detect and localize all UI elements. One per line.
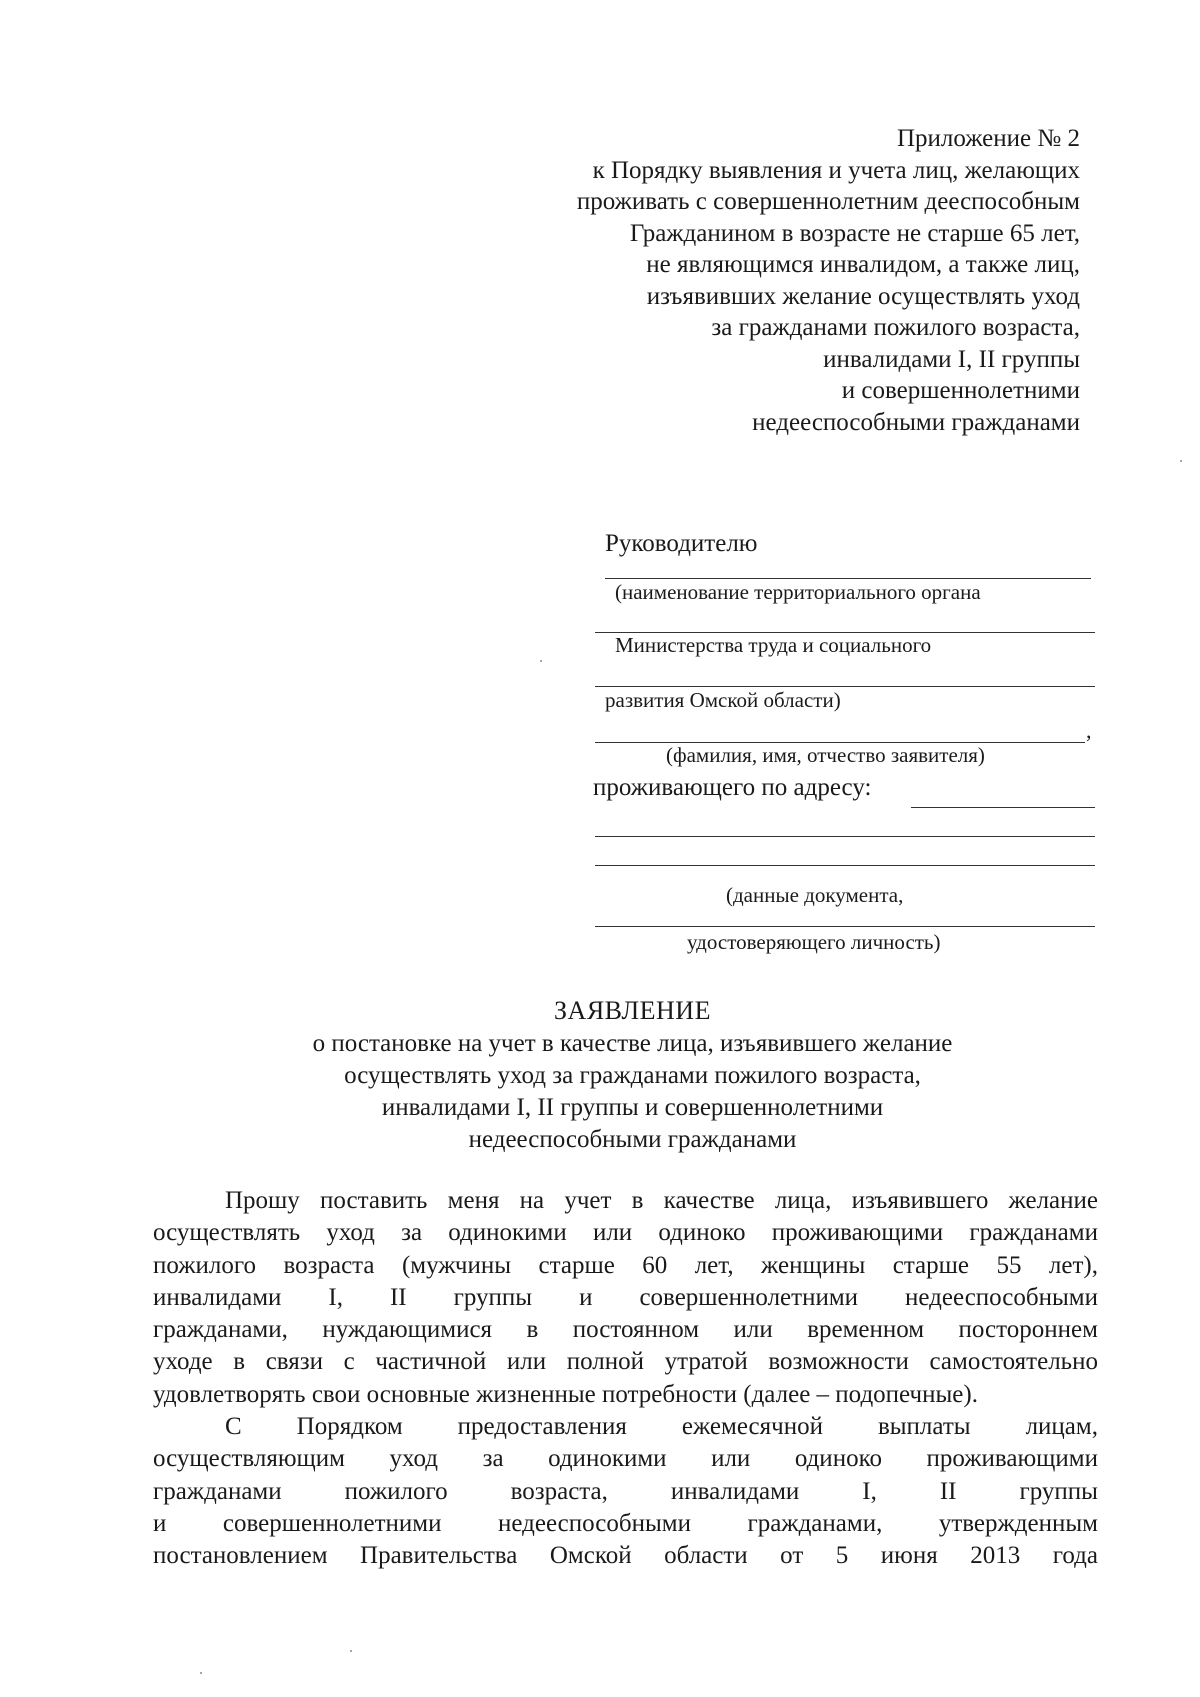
body-line <box>153 1443 1098 1475</box>
caption-applicant-name: (фамилия, имя, отчество заявителя) <box>666 743 985 767</box>
appendix-header <box>577 123 1080 438</box>
word: постановлением <box>153 1542 328 1570</box>
word: гражданами <box>153 1477 282 1505</box>
appendix-line: инвалидами I, II группы <box>823 345 1080 373</box>
residing-label: проживающего по адресу: <box>593 774 872 801</box>
appendix-line: Приложение № 2 <box>896 125 1080 152</box>
word: года <box>1052 1542 1098 1570</box>
body-line <box>153 1314 1098 1346</box>
word: пожилого <box>153 1251 257 1279</box>
fill-line-organ[interactable] <box>605 578 1091 579</box>
word: на <box>519 1187 545 1214</box>
word: области <box>664 1542 748 1570</box>
word: 60 <box>642 1251 668 1279</box>
appendix-line: недееспособными гражданами <box>752 408 1080 436</box>
word: желание <box>1008 1187 1098 1214</box>
body-line <box>153 1411 1098 1443</box>
word: за <box>482 1445 504 1473</box>
word: полной <box>566 1348 644 1376</box>
word: одинокими <box>448 1219 567 1247</box>
word: частичной <box>375 1348 487 1376</box>
word: возраста <box>283 1251 375 1279</box>
word: гражданами, <box>153 1316 288 1344</box>
body-line <box>153 1540 1098 1572</box>
scan-speck <box>540 660 542 662</box>
word: и <box>153 1509 167 1537</box>
word: постороннем <box>958 1316 1098 1344</box>
word: проживающими <box>926 1445 1098 1473</box>
word: утратой <box>664 1348 748 1376</box>
word: Омской <box>549 1542 632 1570</box>
statement-subtitle-line: недееспособными гражданами <box>468 1126 797 1153</box>
fill-line-address-1[interactable] <box>911 807 1095 808</box>
word: лет, <box>694 1251 734 1279</box>
word: меня <box>447 1187 500 1214</box>
word: одиноко <box>658 1219 746 1247</box>
word: самостоятельно <box>929 1348 1098 1376</box>
word: уход <box>389 1445 439 1473</box>
word: группы <box>1019 1477 1098 1505</box>
word: или <box>711 1445 751 1473</box>
statement-title-block <box>0 995 1200 1156</box>
scan-speck <box>1180 460 1182 462</box>
word: возраста, <box>510 1477 608 1505</box>
fill-line-address-3[interactable] <box>595 865 1095 866</box>
body-line <box>153 1250 1098 1282</box>
word: лет), <box>1048 1251 1098 1279</box>
word: изъявившего <box>851 1187 989 1214</box>
word: (мужчины <box>401 1251 512 1279</box>
appendix-line: к Порядку выявления и учета лиц, желающих <box>592 156 1080 184</box>
statement-title: ЗАЯВЛЕНИЕ <box>554 996 711 1025</box>
body-line <box>153 1346 1098 1378</box>
word: в <box>233 1348 246 1376</box>
fill-line-address-2[interactable] <box>595 836 1095 837</box>
word: или <box>506 1348 547 1376</box>
word: осуществляющим <box>153 1445 345 1473</box>
word: совершеннолетними <box>222 1509 442 1537</box>
word: группы <box>453 1283 533 1311</box>
word: временном <box>807 1316 925 1344</box>
body-line <box>153 1185 1098 1217</box>
word: I, <box>862 1477 877 1505</box>
addressee-title: Руководителю <box>605 530 758 557</box>
scan-speck <box>350 1650 352 1652</box>
fill-line-identity[interactable] <box>595 926 1095 927</box>
appendix-line: за гражданами пожилого возраста, <box>711 314 1080 341</box>
appendix-line: проживать с совершеннолетним дееспособным <box>576 188 1080 215</box>
appendix-line: изъявивших желание осуществлять уход <box>646 282 1080 310</box>
word: II <box>389 1283 407 1311</box>
word: лицам, <box>1025 1413 1098 1441</box>
word: от <box>780 1542 804 1570</box>
body-line <box>153 1379 1098 1411</box>
word: Порядком <box>296 1413 403 1441</box>
caption-identity: удостоверяющего личность) <box>687 930 941 954</box>
word: за <box>401 1219 423 1247</box>
caption-document: (данные документа, <box>726 883 904 907</box>
word: пожилого <box>344 1477 448 1505</box>
appendix-line: Гражданином в возрасте не старше 65 лет, <box>629 219 1080 247</box>
word: ежемесячной <box>681 1413 823 1441</box>
word: гражданами <box>969 1219 1098 1247</box>
word: гражданами, <box>747 1509 883 1537</box>
body-line <box>153 1282 1098 1314</box>
body-line <box>153 1476 1098 1508</box>
word: нуждающимися <box>322 1316 493 1344</box>
word: июня <box>880 1542 938 1570</box>
statement-subtitle-line: о постановке на учет в качестве лица, изъявившего желание <box>312 1030 953 1057</box>
word: лица, <box>774 1187 832 1214</box>
word: постоянном <box>572 1316 700 1344</box>
word: инвалидами <box>153 1283 282 1311</box>
body-line <box>153 1508 1098 1540</box>
statement-body <box>153 1185 1098 1573</box>
word: возможности <box>768 1348 909 1376</box>
appendix-line: не являющимся инвалидом, а также лиц, <box>646 251 1080 278</box>
fill-line-region[interactable] <box>595 686 1095 687</box>
word: учет <box>564 1187 612 1214</box>
word: качестве <box>663 1187 755 1214</box>
word: связи <box>265 1348 324 1376</box>
word: женщины <box>761 1251 866 1279</box>
word: или <box>592 1219 633 1247</box>
statement-subtitle-line: осуществлять уход за гражданами пожилого возраста, <box>344 1062 921 1089</box>
word: и <box>579 1283 593 1311</box>
word: 55 <box>996 1251 1022 1279</box>
word: II <box>939 1477 957 1505</box>
word: Правительства <box>360 1542 518 1570</box>
caption-ministry: Министерства труда и социального <box>615 633 932 657</box>
word: 5 <box>835 1542 849 1570</box>
word: предоставления <box>457 1413 627 1441</box>
body-line <box>153 1217 1098 1249</box>
word: старше <box>892 1251 969 1279</box>
word: с <box>343 1348 355 1376</box>
word: в <box>631 1187 644 1214</box>
caption-organ: (наименование территориального органа <box>615 580 981 604</box>
word: выплаты <box>877 1413 971 1441</box>
word: одиноко <box>794 1445 882 1473</box>
word: совершеннолетними <box>639 1283 859 1311</box>
word: поставить <box>320 1187 428 1214</box>
scan-speck <box>200 1672 202 1674</box>
caption-region: развития Омской области) <box>605 688 841 712</box>
word: осуществлять <box>153 1219 301 1247</box>
word: Прошу <box>225 1187 300 1214</box>
appendix-line: и совершеннолетними <box>841 377 1080 404</box>
word: инвалидами <box>670 1477 800 1505</box>
statement-subtitle-line: инвалидами I, II группы и совершеннолетними <box>381 1094 884 1121</box>
word: проживающими <box>771 1219 944 1247</box>
word: утвержденным <box>938 1509 1098 1537</box>
comma: , <box>1086 718 1092 743</box>
word: удовлетворять свои основные жизненные потребности (далее – подопечные). <box>153 1380 978 1408</box>
word: уходе <box>153 1348 213 1376</box>
word: одинокими <box>548 1445 667 1473</box>
word: С <box>225 1413 242 1441</box>
word: старше <box>538 1251 615 1279</box>
word: недееспособными <box>905 1283 1098 1311</box>
word: 2013 <box>970 1542 1021 1570</box>
word: недееспособными <box>497 1509 691 1537</box>
word: I, <box>328 1283 343 1311</box>
word: в <box>526 1316 539 1344</box>
word: или <box>733 1316 773 1344</box>
word: уход <box>326 1219 375 1247</box>
